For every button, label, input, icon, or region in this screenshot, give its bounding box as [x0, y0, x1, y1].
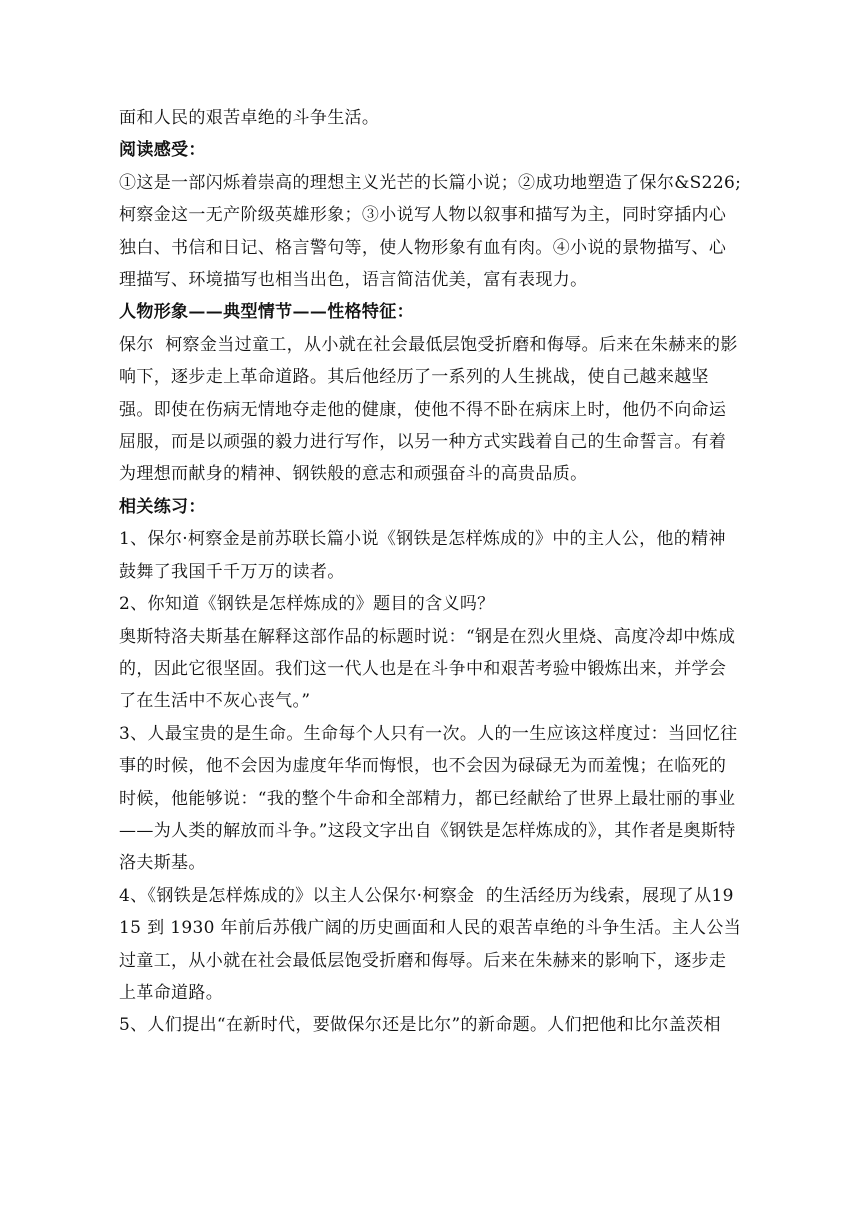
paragraph: 面和人民的艰苦卓绝的斗争生活。: [119, 108, 380, 128]
section-heading-character-image: 人物形象——典型情节——性格特征：: [119, 302, 414, 323]
exercise-item-1: 1、保尔·柯察金是前苏联长篇小说《钢铁是怎样炼成的》中的主人公，他的精神鼓舞了我国千千万万的读者。: [119, 529, 726, 582]
section-heading-related-exercises: 相关练习：: [119, 496, 206, 517]
exercise-item-4: 4、《钢铁是怎样炼成的》以主人公保尔·柯察金 的生活经历为线索，展现了从1915 到 1930 年前后苏俄广阔的历史画面和人民的艰苦卓绝的斗争生活。主人公当过童工，从小就在社会最低层饱受折磨和侮辱。后来在朱赫来的影响下，逐步走上革命道路。: [119, 885, 742, 1003]
exercise-item-2: 2、你知道《钢铁是怎样炼成的》题目的含义吗？: [119, 594, 495, 615]
exercise-item-2-answer: 奥斯特洛夫斯基在解释这部作品的标题时说：“钢是在烈火里烧、高度冷却中炼成的，因此它很坚固。我们这一代人也是在斗争中和艰苦考验中锻炼出来，并学会了在生活中不灰心丧气。”: [119, 626, 736, 712]
paragraph: ①这是一部闪烁着崇高的理想主义光芒的长篇小说；②成功地塑造了保尔&S226;柯察金这一无产阶级英雄形象；③小说写人物以叙事和描写为主，同时穿插内心独白、书信和日记、格言警句等，使人物形象有血有肉。④小说的景物描写、心理描写、环境描写也相当出色，语言简洁优美，富有表现力。: [119, 172, 742, 291]
paragraph: 保尔 柯察金当过童工，从小就在社会最低层饱受折磨和侮辱。后来在朱赫来的影响下，逐步走上革命道路。其后他经历了一系列的人生挑战，使自己越来越坚强。即使在伤病无情地夺走他的健康，使他不得不卧在病床上时，他仍不向命运屈服，而是以顽强的毅力进行写作，以另一种方式实践着自己的生命誓言。有着为理想而献身的精神、钢铁般的意志和顽强奋斗的高贵品质。: [119, 334, 738, 485]
exercise-item-5: 5、人们提出“在新时代，要做保尔还是比尔”的新命题。人们把他和比尔盖茨相: [119, 1015, 721, 1036]
section-heading-reading-feelings: 阅读感受：: [119, 140, 206, 161]
document-body: [119, 102, 743, 1042]
exercise-item-3: 3、人最宝贵的是生命。生命每个人只有一次。人的一生应该这样度过：当回忆往事的时候，他不会因为虚度年华而悔恨，也不会因为碌碌无为而羞愧；在临死的时候，他能够说：“我的整个牛命和全部精力，都已经献给了世界上最壮丽的事业——为人类的解放而斗争。”这段文字出自《钢铁是怎样炼成的》，其作者是奥斯特洛夫斯基。: [119, 723, 738, 874]
